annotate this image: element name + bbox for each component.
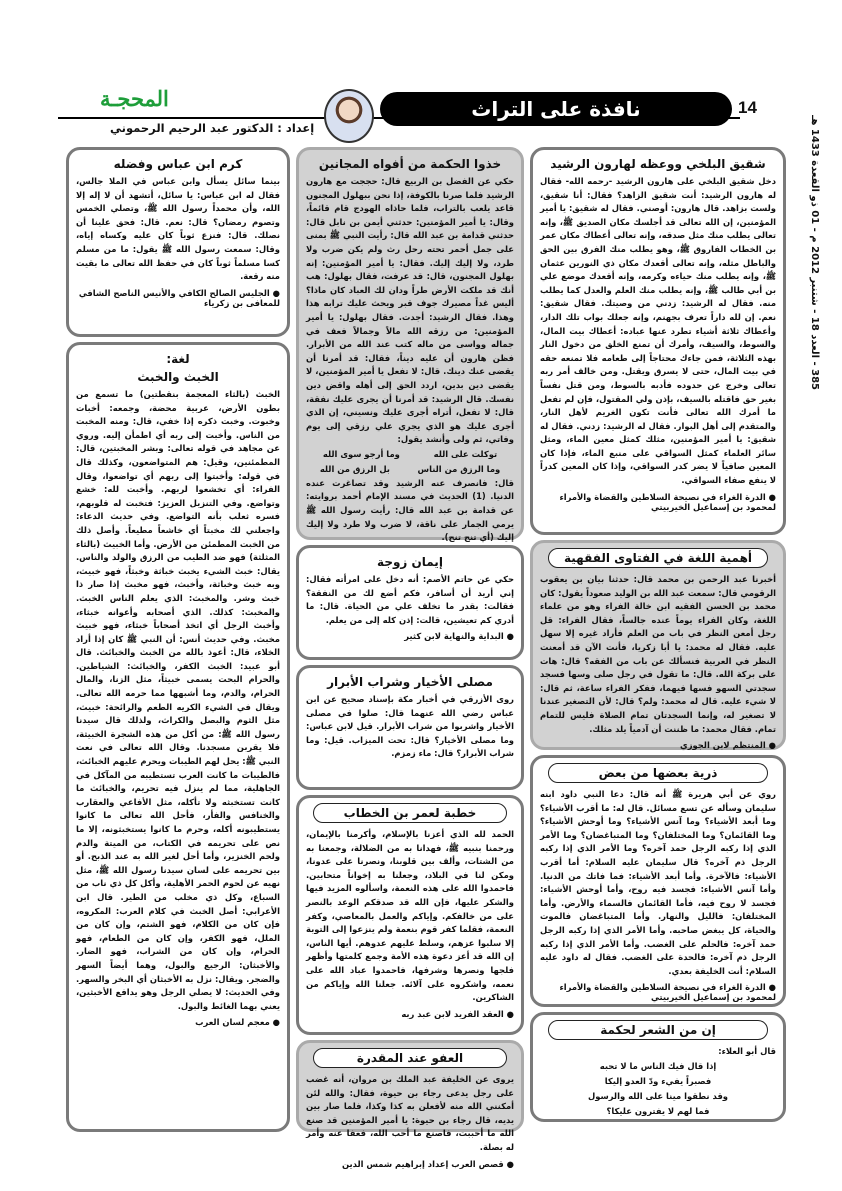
author-photo (324, 89, 374, 143)
article-source: ● الدرة الغراء في نصيحة السلاطين والقضاة والأمراء لمحمود بن إسماعيل الخيربيتي (559, 491, 776, 512)
article-title: العفو عند المقدرة (313, 1048, 506, 1068)
article-source: ● قصص العرب إعداد إبراهيم شمس الدين (341, 1158, 514, 1169)
poem-verse: وما الرزق من الناس (417, 463, 501, 474)
article-text: يروى عن الخليفة عبد الملك بن مروان، أنه غضب على رجل يدعى رجاء بن حيوة، فقال: والله لئن أمكنني الله منه لأفعلن به كذا وكذا، فلما صار بين يديه، قال رجاء بن حيوة: يا أمير المؤمنين قد صنع الله ما أحببت، فاصنع ما أحب الله، فعفا عنه وأمر له بصلة. (306, 1074, 514, 1152)
article-text: الخبث (بالثاء المعجمة بنقطتين) ما تسمع من بطون الأرض، عربية محضة، وجمعه: أخبات وخبوت. وخبت ذكره إذا خفي، قال: ومنه المخبت من الناس. وأخبت إلى ربه أي اطمأن إليه. وروي عن مجاهد في قوله تعالى: وبشر المخبتين، قال: المطمئنين، وقيل: هم المتواضعون، وكذلك قال في قوله: وأخبتوا إلى ربهم أي تواضعوا، وقال الفراء: أي تخشعوا لربهم. وأخبت لله: خشع وتواضع. وفي التنزيل العزيز: فتخبت له قلوبهم، فسره ثعلب بأنه التواضع. وفي حديث الدعاء: واجعلني لك مخبتاً أي خاشعاً مطيعاً. وأصل ذلك من الخبت المطمئن من الأرض. وأما الخبيث (بالثاء المثلثة) فهو ضد الطيب من الرزق والولد والناس. يقال: خبث الشيء يخبث خباثة وخبثاً، فهو خبيث، وبه خبث وخباثة، وأخبث، فهو مخبث إذا صار ذا خبث وشر. والمخبث: الذي يعلم الناس الخبث. والمخبث: كذلك. الذي أصحابه وأعوانه خبثاء، وأخبث الرجل أي اتخذ أصحاباً خبثاء، فهو خبيث مخبث. وفي حديث أنس: أن النبي ﷺ كان إذا أراد الخلاء، قال: أعوذ بالله من الخبث والخبائث. قال أبو عبيد: الخبث الكفر، والخبائث: الشياطين. والحرام البحت يسمى خبيثاً، مثل الزنا، والمال الحرام، والدم، وما أشبهها مما حرمه الله تعالى. ويقال في الشيء الكريه الطعم والرائحة: خبيث، مثل الثوم والبصل والكراث، ولذلك قال سيدنا رسول الله ﷺ: من أكل من هذه الشجرة الخبيثة، فلا يقربن مسجدنا. وقال الله تعالى في نعت النبي ﷺ: يحل لهم الطيبات ويحرم عليهم الخبائث، فالطيبات ما كانت العرب تستطيبه من المآكل في الجاهلية، مما لم ينزل فيه تحريم، والخبائث ما كانت تستخبثه ولا تأكله، مثل الأفاعي والعقارب والخنافس والفأر، فأحل الله تعالى ما كانوا يستطيبونه أكله، وحرم ما كانوا يستخبثونه، إلا ما نص على تحريمه في الكتاب، من الميتة والدم ولحم الخنزير، وأما أحل لغير الله به عند الذبح. أو بين تحريمه على لسان سيدنا رسول الله ﷺ، مثل نهيه عن لحوم الحمر الأهلية، وأكل كل ذي ناب من السباع، وكل ذي مخلب من الطير. قال ابن الأعرابي: أصل الخبث في كلام العرب: المكروه، فإن كان من الكلام، فهو الشتم، وإن كان من الملل، فهو الكفر، وإن كان من الطعام، فهو الحرام، وإن كان من الشراب، فهو الضار. والأخبثان: الرجيع والبول، وهما أيضاً السهر والضجر. ويقال: نزل به الأخبثان أي البخر والسهر. وفي الحديث: لا يصلي الرجل وهو يدافع الأخبثين، يعني بهما الغائط والبول. (76, 389, 280, 1011)
poem-row (306, 447, 514, 462)
article-source: ● المنتظم لابن الجوزي (680, 740, 776, 751)
article-shaqiq (530, 147, 786, 535)
article-afw (296, 1040, 524, 1169)
poem-verse: إذا قال فيك الناس ما لا تحبه (599, 1060, 717, 1071)
article-text-2: قال: فانصرف عنه الرشيد وقد تصاغرت عنده الدنيا. (1) الحديث في مسند الإمام أحمد بروايته: عن قدامة بن عبد الله قال: رأيت رسول الله ﷺ يرمي الجمار على ناقة، لا ضرب ولا طرد ولا إليك إليك (أي تنح تنح). (306, 477, 514, 543)
article-text: حكي عن حاتم الأصم: أنه دخل على امرأته فقال: إني أريد أن أسافر، فكم أضع لك من النفقة؟ فقالت: بقدر ما تخلف علي من الحياة. قال: ما أدري كم تعيشين، قالت: إذن كله إلى من يعلم. (306, 574, 514, 625)
article-title: إيمان زوجة (377, 555, 443, 569)
article-title: مصلى الأخيار وشراب الأبرار (327, 675, 493, 689)
article-source: ● معجم لسان العرب (195, 1017, 280, 1028)
article-title: كرم ابن عباس وفضله (113, 157, 243, 171)
article-text: حكي عن الفضل بن الربيع قال: حججت مع هارون الرشيد فلما صرنا بالكوفة، إذا نحن ببهلول المجنون قاعد يلعب بالتراب، فلما حاذاه الهودج قام قائماً، وقال: يا أمير المؤمنين: حدثني أيمن بن نابل قال: حدثني قدامة بن عبد الله قال: رأيت النبي ﷺ بمنى على جمل أحمر تحته رحل رث ولم يكن ضرب ولا طرد، ولا إليك إليك. فقال: يا أمير المؤمنين: إنه بهلول المجنون، قال: قد عرفت، فقال بهلول: هب أنك قد ملكت الأرض طراً ودان لك العباد كان ماذا؟ أليس غداً مصيرك جوف قبر ويحث عليك ترابه هذا وهذا. فقال الرشيد: أجدت. فقال بهلول: يا أمير المؤمنين: من رزقه الله مالاً وجمالاً فعف في جماله وواسى من ماله كتب عند الله من الأبرار. فظن هارون أن عليه ديناً، فقال: قد أمرنا أن يقضى عنك دينك. قال: لا تفعل يا أمير المؤمنين، لا يقضى دين بدين، اردد الحق إلى أهله واقض دين نفسك. قال الرشيد: قد أمرنا أن يجرى عليك نفقة، قال: لا تفعل، أتراه أجرى عليك ونسيني، إن الذي أجرى عليك هو الذي يجري علي رزقي إلى يوم وفاتي، ثم ولى وأنشد يقول: (306, 176, 514, 445)
section-title: نافذة على التراث (380, 92, 732, 126)
article-iman-zawja (296, 545, 524, 660)
magazine-logo: المحجـة (100, 86, 169, 111)
article-title: لغة: (166, 352, 190, 366)
article-text: دخل شقيق البلخي على هارون الرشيد -رحمه الله- فقال له هارون الرشيد: أنت شقيق الزاهد؟ فقال: أنا شقيق، ولست بزاهد. قال هارون: أوصني. فقال له شقيق: يا أمير المؤمنين، إن الله تعالى قد أجلسك مكان الصديق ﷺ، وإنه تعالى يطلب منك مثل صدقه، وإنه تعالى أعطاك مكان عمر بن الخطاب الفاروق ﷺ، وهو يطلب منك الفرق بين الحق والباطل مثله، وإنه تعالى أقعدك مكان ذي النورين عثمان ﷺ، وإنه يطلب منك حياءه وكرمه، وإنه أقعدك موضع علي بن أبي طالب ﷺ، وإنه يطلب منك العلم والعدل كما يطلب منه. فقال له الرشيد: زدني من وصيتك. فقال شقيق: نعم. إن لله داراً تعرف بجهنم، وإنه جعلك بواب تلك الدار، وأعطاك ثلاثة أشياء تطرد عنها عباده: أعطاك بيت المال، والسوط، والسيف، وأمرك أن تمنع الخلق من دخول النار بهذه الثلاثة، فمن جاءك محتاجاً إلى طعامه فلا تمنعه حقه في بيت المال، حتى لا يسرق ويقتل. ومن خالف أمر ربه تعالى وخرج عن حدوده فأدبه بالسوط، ومن قتل نفساً بغير حق فاقتله بالسيف، بإذن ولي المقتول، فإن لم تفعل ما أمرك الله تعالى فأنت تكون الغريم لأهل النار، والمتقدم إلى أهل البوار. فقال له الرشيد: زدني. فقال له شقيق: يا أمير المؤمنين، مثلك كمثل معين الماء، ومثل سائر العلماء كمثل السواقي على منبع الماء، فإذا كان المعين صافياً لا يضر كدر السواقي، وإذا كان المعين كدراً لا ينفع صفاء السواقي. (540, 176, 776, 486)
article-shiir (530, 1012, 786, 1122)
article-dhurriya (530, 755, 786, 1007)
article-text: روي عن أبي هريرة ﷺ أنه قال: دعا النبي داود ابنه سليمان وسأله عن تسع مسائل. قال له: ما أقرب الأشياء؟ وما أبعد الأشياء؟ وما آنس الأشياء؟ وما أوحش الأشياء؟ وما القائمان؟ وما المختلفان؟ وما المتباغضان؟ وما الأمر الذي إذا ركبه الرجل حمد آخره؟ وما الأمر الذي إذا ركبه الرجل ذم آخره؟ قال سليمان عليه السلام: أما أقرب الأشياء: فالآخرة. وأما أبعد الأشياء: فما فاتك من الدنيا. وأما آنس الأشياء: فجسد فيه روح، وأما أوحش الأشياء: فجسد لا روح فيه، فأما القائمان فالسماء والأرض. وأما المختلفان: فالليل والنهار. وأما المتباغضان فالموت والحياة، كل يبغض صاحبه. وأما الأمر الذي إذا ركبه الرجل حمد آخره: فالحلم على الغضب. وأما الأمر الذي إذا ركبه الرجل ذم آخره: فالحدة على الغضب. فقال له داود عليه السلام: أنت الخليفة بعدي. (540, 789, 776, 976)
article-khutba (296, 795, 524, 1035)
article-majanin (296, 147, 524, 543)
article-title: إن من الشعر لحكمة (548, 1020, 767, 1040)
article-subtitle: الخبث والخبث (137, 370, 219, 384)
article-title: خذوا الحكمة من أفواه المجانين (318, 157, 502, 171)
article-text: الحمد لله الذي أعزنا بالإسلام، وأكرمنا بالإيمان، ورحمنا بنبيه ﷺ، فهدانا به من الضلالة، وجمعنا به من الشتات، وألف بين قلوبنا، ونصرنا على عدونا، ومكن لنا في البلاد، وجعلنا به إخواناً متحابين. فاحمدوا الله على هذه النعمة، واسألوه المزيد فيها والشكر عليها، فإن الله قد صدقكم الوعد بالنصر على من خالفكم. وإياكم والعمل بالمعاصي، وكفر النعمة، فقلما كفر قوم بنعمة ولم ينزعوا إلى التوبة إلا سلبوا عزهم، وسلط عليهم عدوهم. أيها الناس، إن الله قد أعز دعوة هذه الأمة وجمع كلمتها وأظهر فلجها ونصرها وشرفها، فاحمدوا عباد الله على نعمه، واشكروه على آلائه. جعلنا الله وإياكم من الشاكرين. (306, 829, 514, 1003)
article-text: أخبرنا عبد الرحمن بن محمد قال: حدثنا بيان بن يعقوب الرقومي قال: سمعت عبد الله بن الوليد صعوداً يقول: كان محمد بن الحسن الفقيه ابن خالة الفراء وهو من علماء اللغة، وكان الفراء يوماً عنده جالساً، فقال الفراء: قل رجل أمعن النظر في باب من العلم فأراد غيره إلا سهل عليه. فقال له محمد: يا أبا زكريا، فأنت الآن قد أمعنت النظر في العربية فنسألك عن باب من الفقه؟ قال: هات على بركة الله. قال: ما تقول في رجل صلى وسها فسجد سجدتي السهو فسها فيهما، ففكر الفراء ساعة، ثم قال: لا شيء عليه. قال له محمد: ولم؟ قال: لأن التصغير عندنا لا تصغير له، وإنما السجدتان تمام الصلاة فليس للتمام تمام. فقال محمد: ما ظننت أن آدمياً يلد مثلك. (540, 574, 776, 734)
article-musalla (296, 665, 524, 790)
article-source: ● الدرة الغراء في نصيحة السلاطين والقضاة والأمراء لمحمود بن إسماعيل الخيربيتي (559, 982, 776, 1003)
article-title: أهمية اللغة في الفتاوى الفقهية (548, 548, 767, 568)
poem-verse: بل الرزق من الله (319, 463, 390, 474)
poem-verse: توكلت على الله (433, 448, 498, 459)
article-title: ذرية بعضها من بعض (548, 763, 767, 783)
article-text: بينما سائل يسأل وابن عباس في الملا جالس، فقال له ابن عباس: يا سائل، أتشهد أن لا إله إلا الله، وأن محمداً رسول الله ﷺ، وتصلي الخمس وتصوم رمضان؟ قال: نعم. قال: فحق علينا أن نصلك. قال: فنزع ثوباً كان عليه وكساه إياه، وقال: سمعت رسول الله ﷺ يقول: ما من مسلم كسا مسلماً ثوباً كان في حفظ الله تعالى ما بقيت منه رقعة. (76, 176, 280, 282)
article-lugha-fatawa (530, 540, 786, 750)
article-ibn-abbas (66, 147, 290, 337)
author-credit: إعداد : الدكتور عبد الرحيم الرحموني (110, 121, 315, 135)
issue-info (800, 115, 826, 390)
article-lugha (66, 342, 290, 1132)
article-source: ● البداية والنهاية لابن كثير (404, 631, 514, 642)
poem-intro: قال أبو العلاء: (718, 1046, 776, 1056)
article-source: ● الجليس الصالح الكافي والأنيس الناصح الشافي للمعافى بن زكرياء (78, 287, 280, 308)
poem-verse: وما أرجو سوى الله (322, 448, 400, 459)
poem-verse: وقد نطقوا مينا على الله والرسول (587, 1090, 729, 1101)
article-title: شقيق البلخي ووعظه لهارون الرشيد (550, 157, 766, 171)
article-text: روى الأزرقي في أخبار مكة بإسناد صحيح عن ابن عباس رضي الله عنهما قال: صلوا في مصلى الأخيار واشربوا من شراب الأبرار. قيل لابن عباس: وما مصلى الأخيار؟ قال: تحت الميزاب. قيل: وما شراب الأبرار؟ قال: ماء زمزم. (306, 694, 514, 759)
article-title: خطبة لعمر بن الخطاب (313, 803, 506, 823)
poem-row (306, 462, 514, 477)
poem-verse: فصبراً يفيء ودّ العدو إليكا (604, 1075, 712, 1086)
poem-verse: فما لهم لا يفترون عليكا؟ (606, 1105, 710, 1116)
page-number: 14 (738, 98, 757, 117)
issue-info-text: 385 - العدد 18 - شتنبر 2012 م - 01 ذو القعدة 1433 هـ (809, 115, 820, 390)
article-source: ● العقد الفريد لابن عبد ربه (401, 1008, 514, 1019)
